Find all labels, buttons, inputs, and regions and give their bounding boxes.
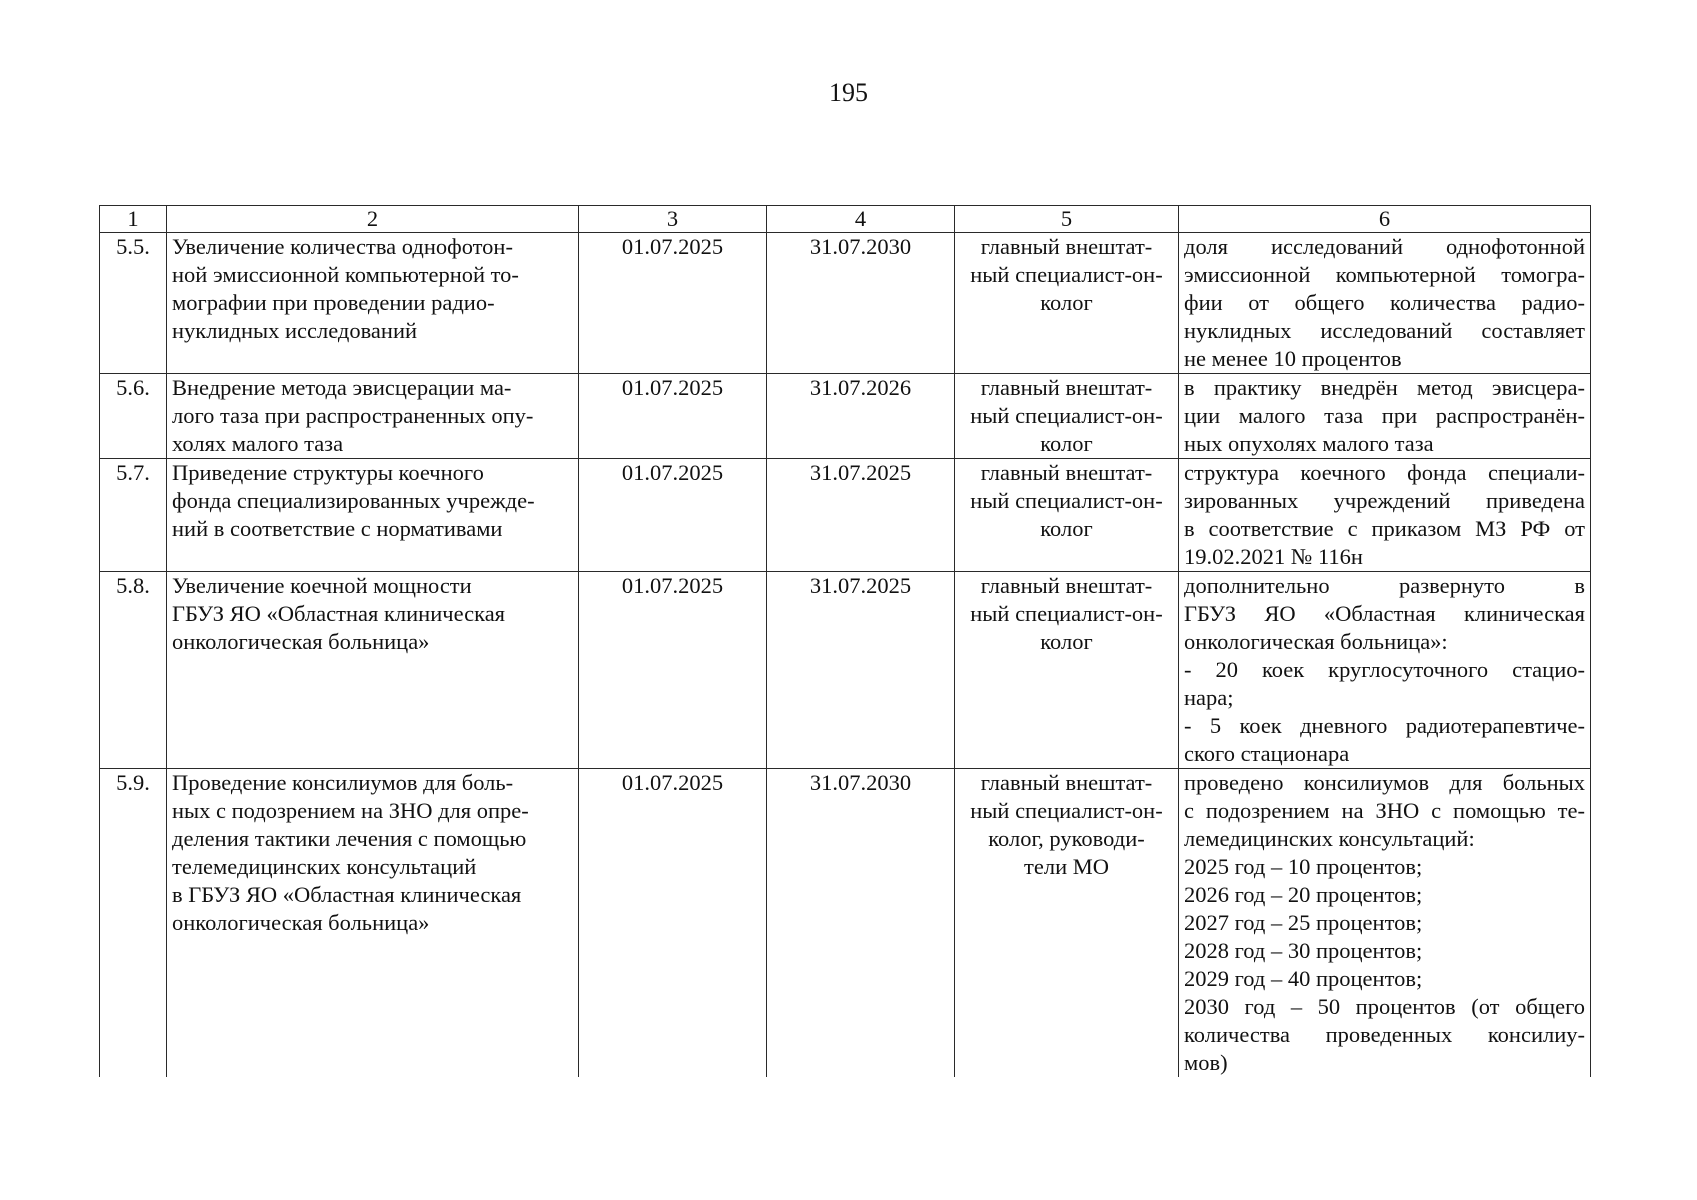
end-date: 31.07.2025 xyxy=(767,459,955,572)
text-line: главный внештат- xyxy=(980,234,1153,259)
text-line: деления тактики лечения с помощью xyxy=(172,826,527,851)
measure-name xyxy=(167,233,579,374)
text-line: 2026 год – 20 процентов; xyxy=(1184,882,1423,907)
header-row xyxy=(100,206,1591,233)
text-line: в практику внедрён метод эвисцера- xyxy=(1184,375,1585,400)
text-line: не менее 10 процентов xyxy=(1184,346,1402,371)
text-line: зированных учреждений приведена xyxy=(1184,488,1585,513)
text-line: Увеличение количества однофотон- xyxy=(172,234,513,259)
end-date: 31.07.2026 xyxy=(767,374,955,459)
row-number: 5.5. xyxy=(100,233,167,374)
text-line: колог xyxy=(1040,629,1093,654)
measure-name xyxy=(167,459,579,572)
text-line: проведено консилиумов для больных xyxy=(1184,770,1585,795)
table-row xyxy=(100,459,1591,572)
text-line: 2030 год – 50 процентов (от общего xyxy=(1184,994,1585,1019)
text-line: ный специалист-он- xyxy=(970,262,1163,287)
end-date: 31.07.2030 xyxy=(767,233,955,374)
text-line: 2027 год – 25 процентов; xyxy=(1184,910,1423,935)
text-line: телемедицинских консультаций xyxy=(172,854,477,879)
text-line: нара; xyxy=(1184,685,1234,710)
text-line: холях малого таза xyxy=(172,431,344,456)
text-line: онкологическая больница» xyxy=(172,910,430,935)
text-line: ный специалист-он- xyxy=(970,403,1163,428)
expected-result xyxy=(1179,374,1591,459)
text-line: мов) xyxy=(1184,1050,1228,1075)
column-header-4: 4 xyxy=(767,206,955,233)
measures-table xyxy=(99,205,1591,1077)
text-line: 2028 год – 30 процентов; xyxy=(1184,938,1423,963)
text-line: онкологическая больница» xyxy=(172,629,430,654)
text-line: ского стационара xyxy=(1184,741,1350,766)
text-line: структура коечного фонда специали- xyxy=(1184,460,1585,485)
table-row xyxy=(100,233,1591,374)
text-line: главный внештат- xyxy=(980,460,1153,485)
column-header-3: 3 xyxy=(579,206,767,233)
text-line: в ГБУЗ ЯО «Областная клиническая xyxy=(172,882,522,907)
text-line: ной эмиссионной компьютерной то- xyxy=(172,262,519,287)
table-row xyxy=(100,769,1591,1078)
text-line: дополнительно развернуто в xyxy=(1184,573,1585,598)
measure-name xyxy=(167,374,579,459)
column-header-5: 5 xyxy=(955,206,1179,233)
text-line: - 20 коек круглосуточного стацио- xyxy=(1184,657,1585,682)
start-date: 01.07.2025 xyxy=(579,572,767,769)
text-line: ГБУЗ ЯО «Областная клиническая xyxy=(1184,601,1585,626)
end-date: 31.07.2030 xyxy=(767,769,955,1078)
column-header-1: 1 xyxy=(100,206,167,233)
responsible xyxy=(955,233,1179,374)
text-line: в соответствие с приказом МЗ РФ от xyxy=(1184,516,1585,541)
start-date: 01.07.2025 xyxy=(579,459,767,572)
start-date: 01.07.2025 xyxy=(579,374,767,459)
table-row xyxy=(100,572,1591,769)
responsible xyxy=(955,769,1179,1078)
row-number: 5.9. xyxy=(100,769,167,1078)
text-line: главный внештат- xyxy=(980,375,1153,400)
text-line: доля исследований однофотонной xyxy=(1184,234,1585,259)
text-line: ГБУЗ ЯО «Областная клиническая xyxy=(172,601,506,626)
text-line: ных опухолях малого таза xyxy=(1184,431,1434,456)
responsible xyxy=(955,459,1179,572)
expected-result xyxy=(1179,459,1591,572)
column-header-2: 2 xyxy=(167,206,579,233)
text-line: мографии при проведении радио- xyxy=(172,290,495,315)
text-line: ных с подозрением на ЗНО для опре- xyxy=(172,798,529,823)
text-line: фии от общего количества радио- xyxy=(1184,290,1585,315)
page-number: 195 xyxy=(829,78,868,107)
text-line: Внедрение метода эвисцерации ма- xyxy=(172,375,512,400)
row-number: 5.6. xyxy=(100,374,167,459)
expected-result xyxy=(1179,572,1591,769)
text-line: главный внештат- xyxy=(980,770,1153,795)
start-date: 01.07.2025 xyxy=(579,769,767,1078)
measure-name xyxy=(167,769,579,1078)
text-line: главный внештат- xyxy=(980,573,1153,598)
text-line: - 5 коек дневного радиотерапевтиче- xyxy=(1184,713,1585,738)
text-line: фонда специализированных учрежде- xyxy=(172,488,535,513)
row-number: 5.8. xyxy=(100,572,167,769)
text-line: ный специалист-он- xyxy=(970,601,1163,626)
expected-result xyxy=(1179,233,1591,374)
text-line: с подозрением на ЗНО с помощью те- xyxy=(1184,798,1585,823)
text-line: нуклидных исследований составляет xyxy=(1184,318,1585,343)
text-line: 19.02.2021 № 116н xyxy=(1184,544,1363,569)
text-line: ний в соответствие с нормативами xyxy=(172,516,503,541)
column-header-6: 6 xyxy=(1179,206,1591,233)
text-line: Проведение консилиумов для боль- xyxy=(172,770,514,795)
text-line: ный специалист-он- xyxy=(970,798,1163,823)
text-line: количества проведенных консилиу- xyxy=(1184,1022,1585,1047)
text-line: тели МО xyxy=(1024,854,1109,879)
text-line: 2025 год – 10 процентов; xyxy=(1184,854,1423,879)
text-line: онкологическая больница»: xyxy=(1184,629,1448,654)
end-date: 31.07.2025 xyxy=(767,572,955,769)
text-line: нуклидных исследований xyxy=(172,318,418,343)
responsible xyxy=(955,374,1179,459)
table-row xyxy=(100,374,1591,459)
start-date: 01.07.2025 xyxy=(579,233,767,374)
text-line: колог xyxy=(1040,290,1093,315)
text-line: эмиссионной компьютерной томогра- xyxy=(1184,262,1585,287)
text-line: колог xyxy=(1040,516,1093,541)
measure-name xyxy=(167,572,579,769)
text-line: колог xyxy=(1040,431,1093,456)
text-line: Приведение структуры коечного xyxy=(172,460,484,485)
text-line: лемедицинских консультаций: xyxy=(1184,826,1475,851)
text-line: ный специалист-он- xyxy=(970,488,1163,513)
text-line: Увеличение коечной мощности xyxy=(172,573,472,598)
expected-result xyxy=(1179,769,1591,1078)
text-line: лого таза при распространенных опу- xyxy=(172,403,534,428)
text-line: 2029 год – 40 процентов; xyxy=(1184,966,1423,991)
text-line: колог, руководи- xyxy=(988,826,1145,851)
text-line: ции малого таза при распространён- xyxy=(1184,403,1585,428)
row-number: 5.7. xyxy=(100,459,167,572)
responsible xyxy=(955,572,1179,769)
